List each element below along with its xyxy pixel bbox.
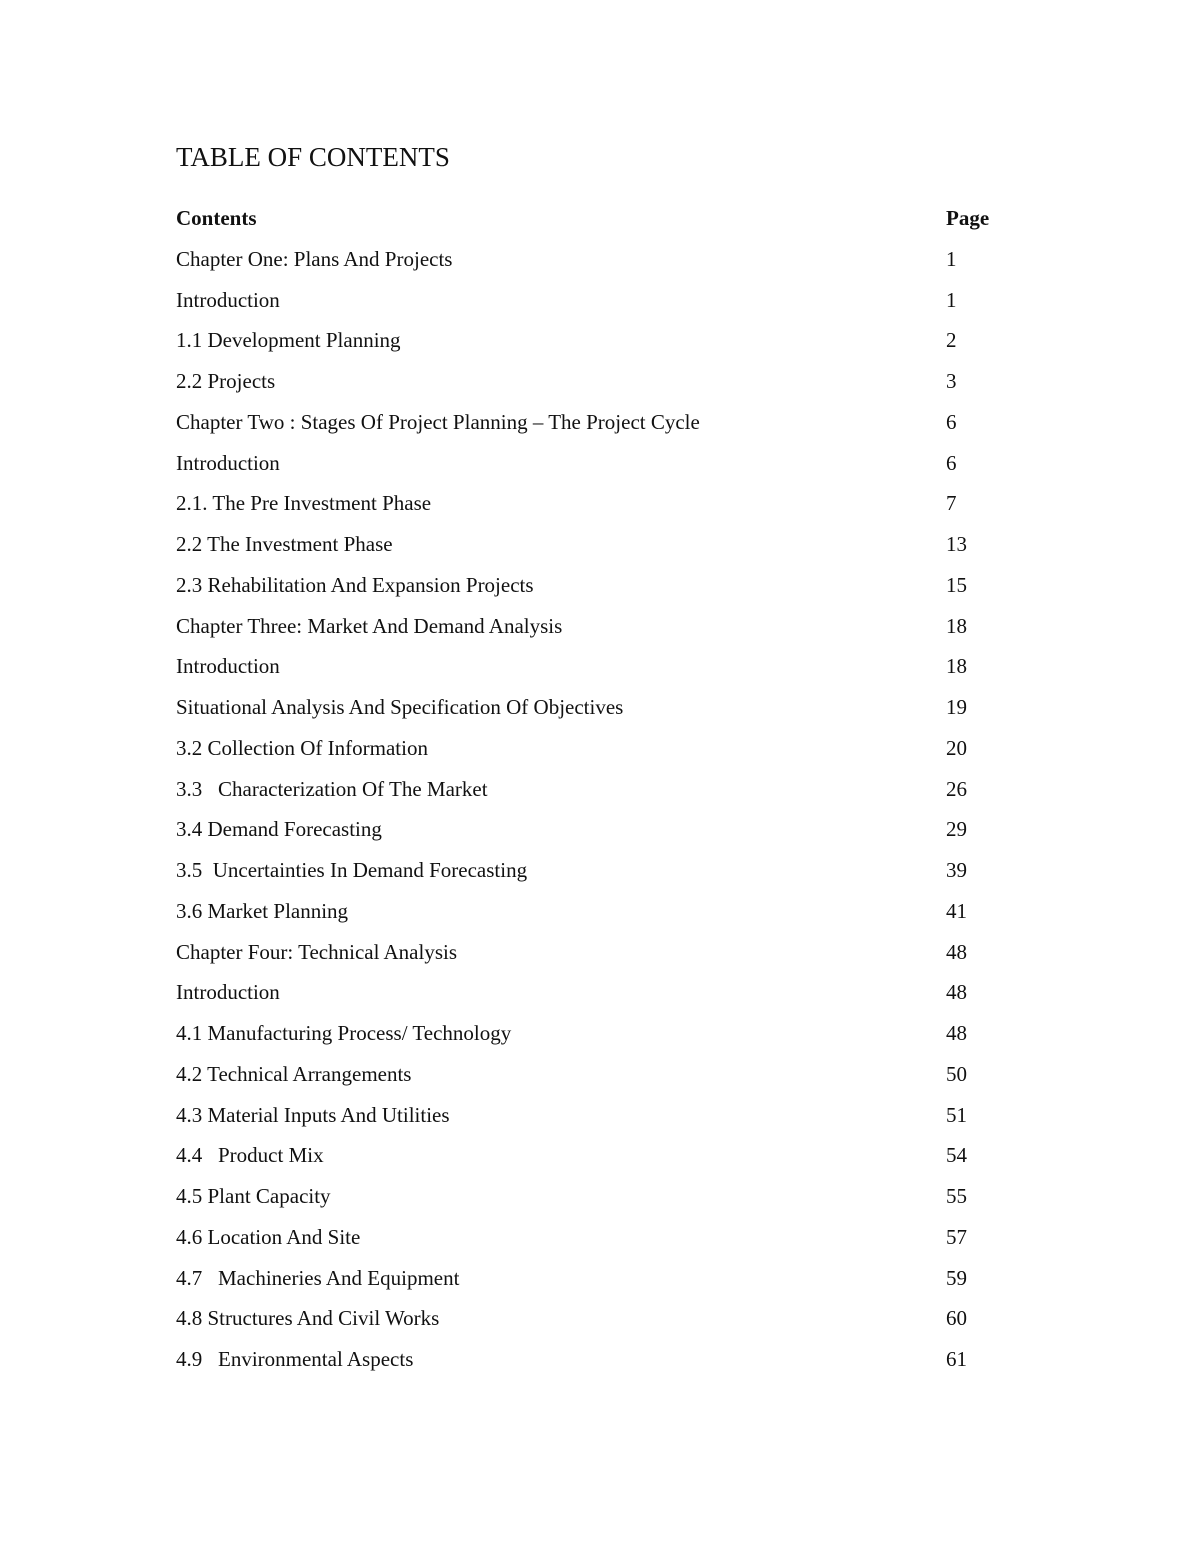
toc-entry-title: 4.6 Location And Site [176,1224,361,1249]
toc-entry-title: 1.1 Development Planning [176,328,401,353]
page-column-header: Page [946,206,990,230]
toc-entry-title: 3.5 Uncertainties In Demand Forecasting [176,858,528,882]
toc-entry-page-number: 18 [946,613,967,638]
toc-entry-page-number: 18 [946,654,967,679]
toc-entry-page-number: 6 [946,409,957,434]
toc-entry-title: 2.2 Projects [176,369,276,393]
toc-entry-title: 4.3 Material Inputs And Utilities [176,1102,450,1127]
toc-entry [176,361,1016,402]
toc-entry-title: Chapter Three: Market And Demand Analysis [176,613,563,638]
toc-entry-title: Introduction [176,450,280,475]
toc-entry [176,932,1016,973]
toc-entry-title: 4.1 Manufacturing Process/ Technology [176,1021,512,1045]
toc-entry-page-number: 7 [946,491,957,516]
toc-entry [176,769,1016,810]
toc-entry-page-number: 26 [946,776,967,801]
toc-entry [176,402,1016,443]
toc-entry [176,972,1016,1013]
toc-entry-page-number: 50 [946,1061,967,1086]
toc-entry-page-number: 15 [946,572,967,597]
toc-entry [176,280,1016,321]
toc-entry [176,443,1016,484]
toc-entry-page-number: 39 [946,858,967,882]
toc-entry-title: Introduction [176,980,280,1005]
toc-entry [176,1013,1016,1054]
toc-entries [176,239,1016,1380]
toc-entry-page-number: 6 [946,450,957,475]
toc-entry [176,606,1016,647]
toc-entry-page-number: 29 [946,817,967,842]
toc-entry [176,850,1016,891]
toc-entry [176,1217,1016,1258]
toc-entry [176,728,1016,769]
contents-column-header: Contents [176,206,257,230]
toc-entry-page-number: 60 [946,1306,967,1331]
toc-entry-title: 2.2 The Investment Phase [176,532,393,556]
toc-entry [176,646,1016,687]
toc-entry-page-number: 59 [946,1265,967,1290]
toc-header-row [176,198,1016,239]
toc-entry-page-number: 51 [946,1102,967,1127]
toc-entry-page-number: 48 [946,980,967,1005]
toc-entry [176,1095,1016,1136]
toc-entry-page-number: 2 [946,328,957,353]
toc-entry-title: 4.9 Environmental Aspects [176,1347,414,1371]
toc-entry [176,1258,1016,1299]
toc-entry-page-number: 54 [946,1143,967,1168]
toc-entry-title: 4.5 Plant Capacity [176,1184,331,1208]
toc-entry-title: 2.3 Rehabilitation And Expansion Projects [176,572,534,597]
toc-entry [176,1339,1016,1380]
toc-entry [176,1176,1016,1217]
toc-entry-title: 4.8 Structures And Civil Works [176,1306,440,1331]
toc-entry-title: Situational Analysis And Specification Of Objectives [176,695,624,719]
toc-entry-title: 2.1. The Pre Investment Phase [176,491,432,516]
toc-entry-page-number: 48 [946,1021,967,1045]
toc-entry-title: Chapter One: Plans And Projects [176,246,453,271]
toc-entry-page-number: 13 [946,532,967,556]
toc-entry-page-number: 61 [946,1347,967,1371]
toc-entry-page-number: 57 [946,1224,967,1249]
toc-entry-title: Chapter Four: Technical Analysis [176,939,458,964]
toc-entry [176,483,1016,524]
table-of-contents [176,198,1016,1380]
toc-entry-page-number: 3 [946,369,957,393]
toc-entry-page-number: 1 [946,246,957,271]
toc-entry-title: 4.7 Machineries And Equipment [176,1265,460,1290]
toc-entry-title: 4.4 Product Mix [176,1143,324,1168]
toc-entry-page-number: 41 [946,898,967,923]
toc-entry [176,687,1016,728]
toc-entry [176,524,1016,565]
toc-entry-title: Introduction [176,287,280,312]
toc-entry-title: 3.2 Collection Of Information [176,735,428,760]
toc-entry [176,809,1016,850]
toc-entry-title: 3.6 Market Planning [176,898,349,923]
toc-entry-page-number: 20 [946,735,967,760]
toc-entry-title: 4.2 Technical Arrangements [176,1061,412,1086]
toc-entry-page-number: 1 [946,287,957,312]
toc-entry [176,1135,1016,1176]
toc-entry [176,565,1016,606]
toc-entry-page-number: 48 [946,939,967,964]
toc-entry [176,1054,1016,1095]
toc-entry-page-number: 19 [946,695,967,719]
toc-entry-title: 3.3 Characterization Of The Market [176,776,488,801]
toc-entry-title: Chapter Two : Stages Of Project Planning – The Project Cycle [176,409,700,434]
toc-entry [176,1298,1016,1339]
toc-entry-page-number: 55 [946,1184,967,1208]
toc-entry [176,239,1016,280]
toc-entry-title: 3.4 Demand Forecasting [176,817,382,842]
page-title: TABLE OF CONTENTS [176,142,450,172]
toc-entry-title: Introduction [176,654,280,679]
toc-entry [176,891,1016,932]
toc-entry [176,320,1016,361]
